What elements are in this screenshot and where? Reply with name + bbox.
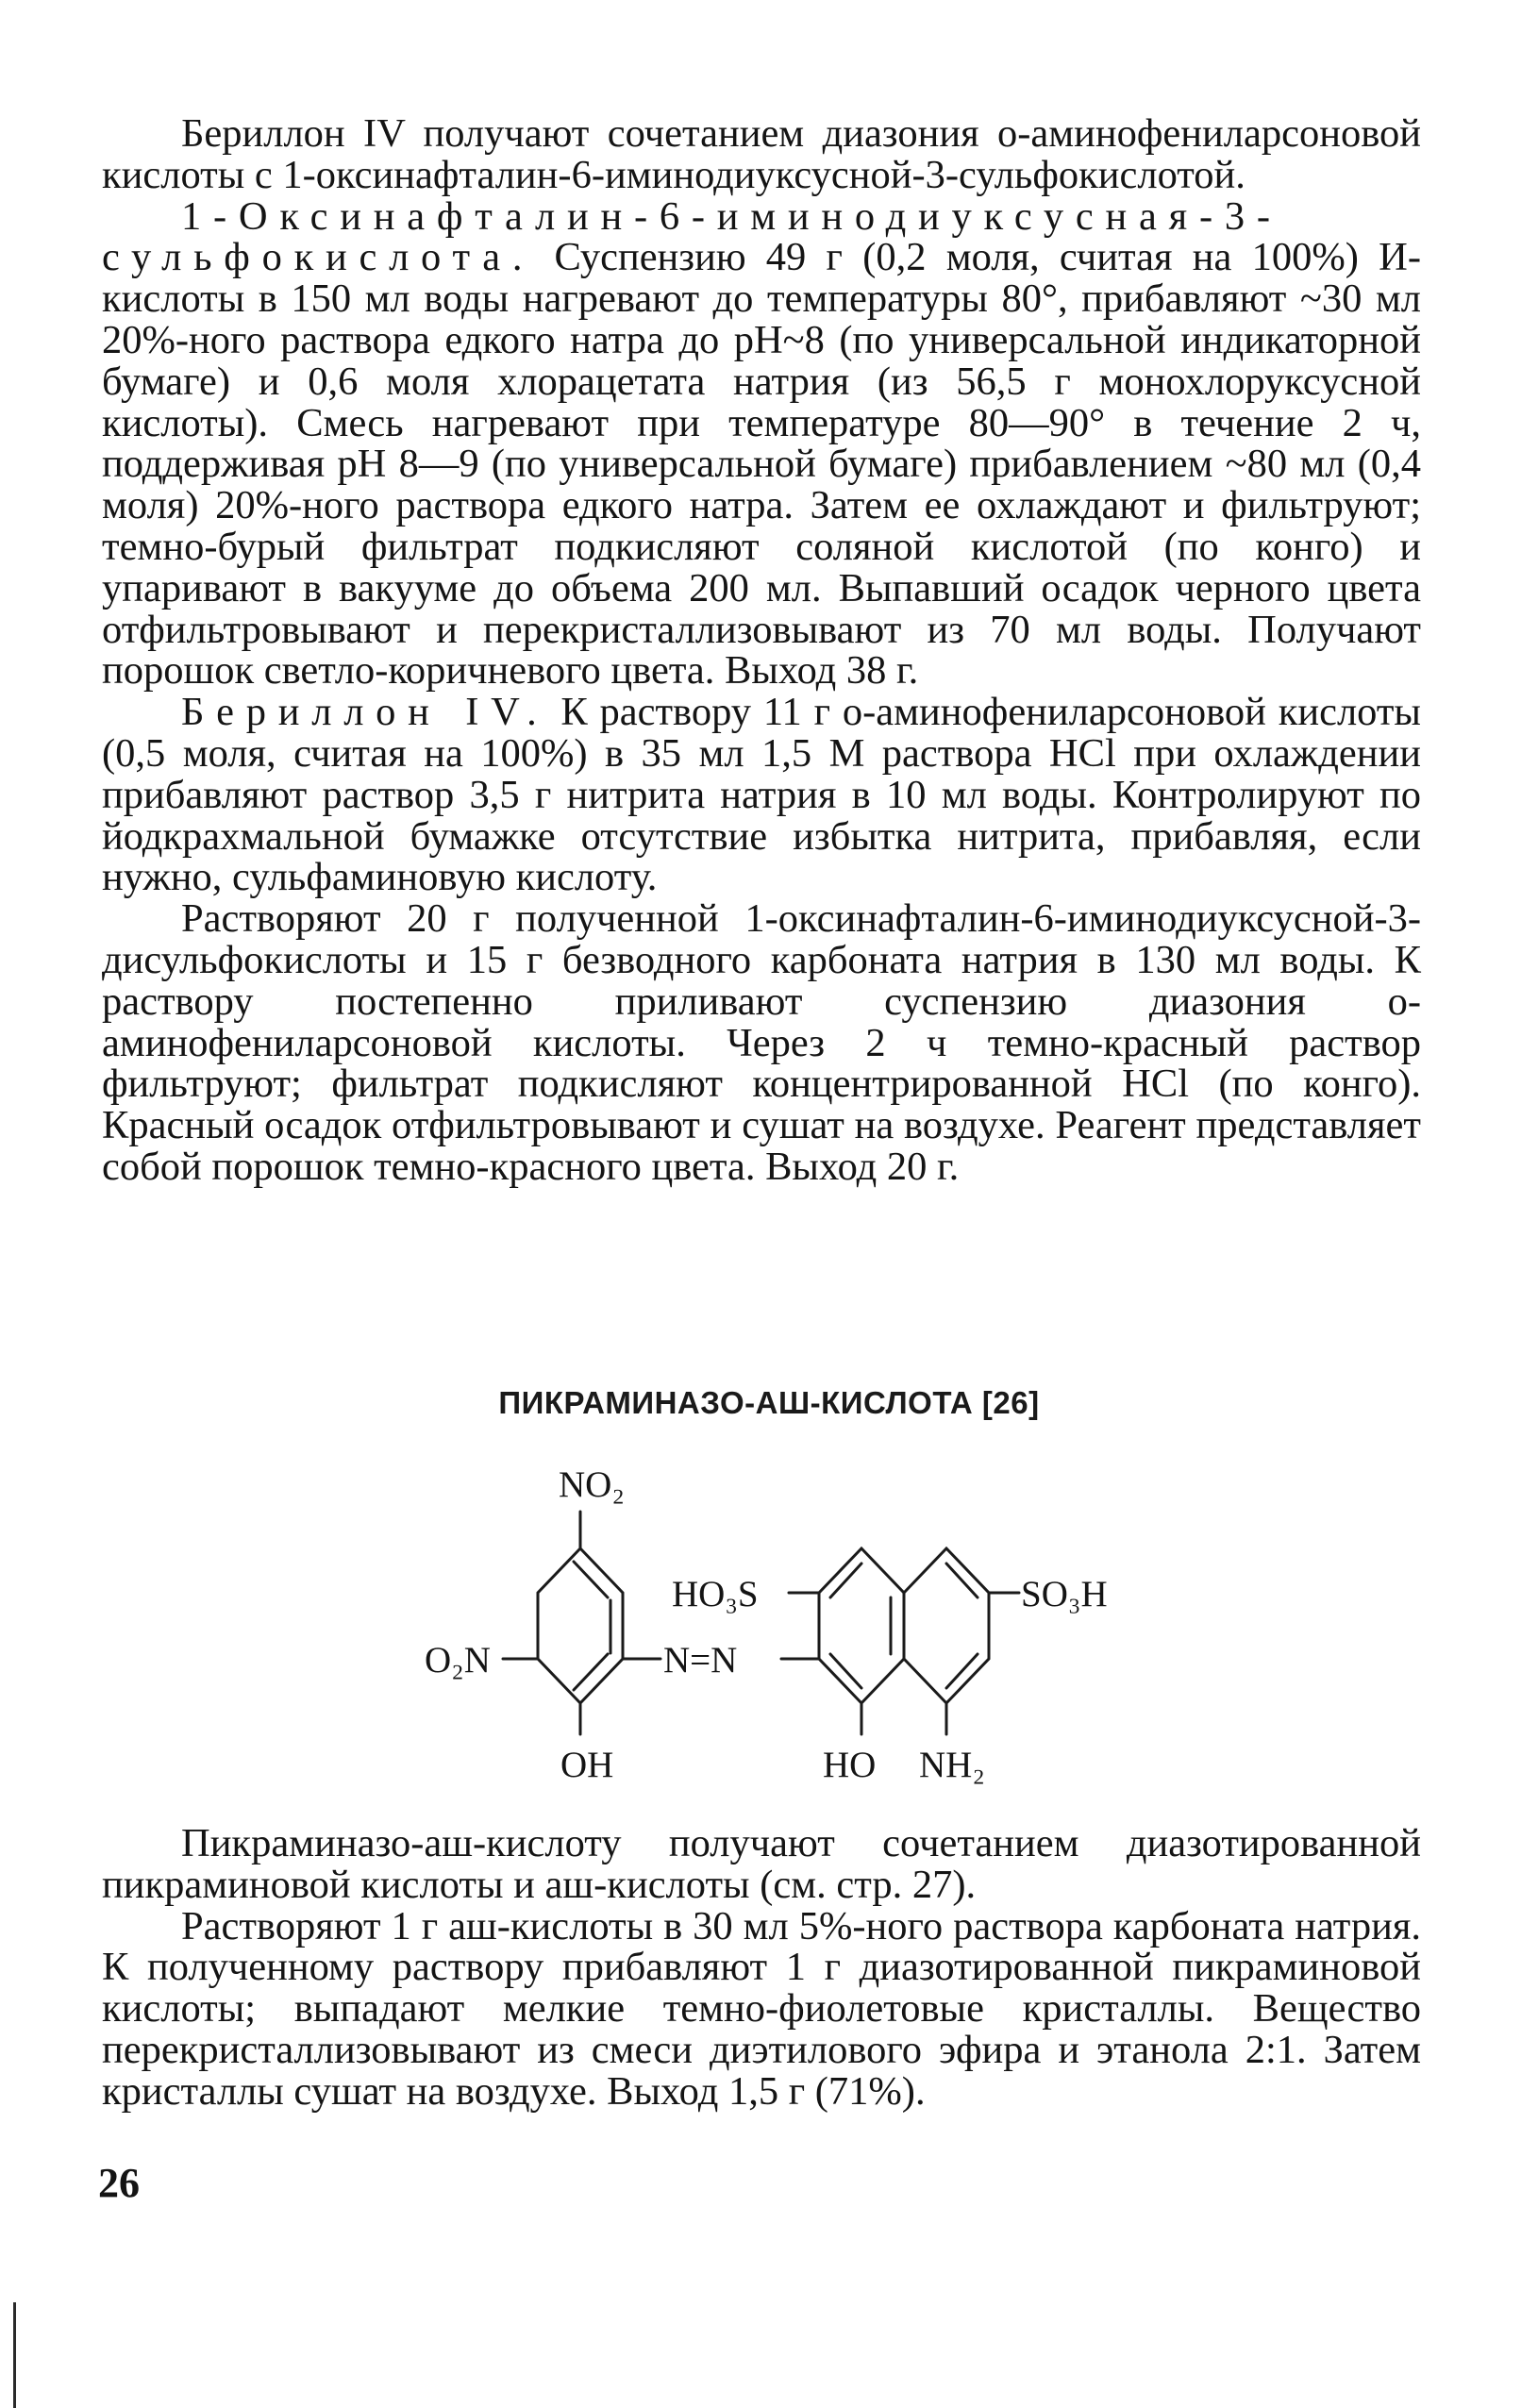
upper-text xyxy=(102,113,1421,1188)
no2-label: NO₂ xyxy=(559,1464,625,1505)
page-number: 26 xyxy=(98,2160,140,2206)
paragraph-berillon xyxy=(102,692,1421,898)
naphthalene-right-ring xyxy=(904,1548,989,1703)
azo-label: N=N xyxy=(663,1640,738,1681)
lower-text xyxy=(102,1823,1421,2113)
paragraph-procedure: Растворяют 1 г аш-кислоты в 30 мл 5%-ного раствора карбоната натрия. К полученному раствору прибавляют 1 г диазотированной пикраминовой кислоты; выпадают мелкие темно-фиолетовые кристаллы. Вещество перекристаллизовывают из смеси диэтилового эфира и этанола 2:1. Затем кристаллы сушат на воздухе. Выход 1,5 г (71%). xyxy=(102,1903,1421,2114)
paragraph-intro: Бериллон IV получают сочетанием диазония о-аминофениларсоновой кислоты с 1-оксинафталин-6-иминодиуксусной-3-сульфокислотой. xyxy=(102,111,1421,197)
scan-edge-line xyxy=(13,2302,16,2408)
paragraph-lead: 1-Оксинафталин-6-иминодиуксусная-3-сульфокислота. xyxy=(102,193,1282,280)
nh2-label: NH₂ xyxy=(919,1745,985,1785)
paragraph-body: К раствору 11 г о-аминофениларсоновой кислоты (0,5 моля, считая на 100%) в 35 мл 1,5 М раствора HCl при охлаждении прибавляют раствор 3,5 г нитрита натрия в 10 мл воды. Контролируют по йодкрахмальной бумажке отсутствие избытка нитрита, прибавляя, если нужно, сульфаминовую кислоту. xyxy=(102,690,1421,900)
paragraph-synthesis-acid xyxy=(102,193,1421,694)
so3h-label: SO₃H xyxy=(1021,1574,1108,1614)
oh-label: OH xyxy=(560,1745,614,1785)
paragraph-picraminazo: Пикраминазо-аш-кислоту получают сочетанием диазотированной пикраминовой кислоты и аш-кислоты (см. стр. 27). xyxy=(102,1821,1421,1907)
chemical-structure xyxy=(0,1434,1538,1812)
o2n-label: O₂N xyxy=(425,1640,491,1681)
section-title: ПИКРАМИНАЗО-АШ-КИСЛОТА [26] xyxy=(498,1385,1040,1420)
paragraph-coupling: Растворяют 20 г полученной 1-оксинафталин-6-иминодиуксусной-3-дисульфокислоты и 15 г безводного карбоната натрия в 130 мл воды. К раствору постепенно приливают суспензию диазония о-аминофениларсоновой кислоты. Через 2 ч темно-красный раствор фильтруют; фильтрат подкисляют концентрированной HCl (по конго). Красный осадок отфильтровывают и сушат на воздухе. Реагент представляет собой порошок темно-красного цвета. Выход 20 г. xyxy=(102,896,1421,1189)
paragraph-lead: Бериллон IV. xyxy=(181,690,549,735)
ho-label: HO xyxy=(823,1745,877,1785)
paragraph-body: Суспензию 49 г (0,2 моля, считая на 100%) И-кислоты в 150 мл воды нагревают до температуры 80°, прибавляют ~30 мл 20%-ного раствора едкого натра до pH~8 (по универсальной индикаторной бумаге) и 0,6 моля хлорацетата натрия (из 56,5 г монохлоруксусной кислоты). Смесь нагревают при температуре 80—90° в течение 2 ч, поддерживая pH 8—9 (по универсальной бумаге) прибавлением ~80 мл (0,4 моля) 20%-ного раствора едкого натра. Затем ее охлаждают и фильтруют; темно-бурый фильтрат подкисляют соляной кислотой (по конго) и упаривают в вакууме до объема 200 мл. Выпавший осадок черного цвета отфильтровывают и перекристаллизовывают из 70 мл воды. Получают порошок светло-коричневого цвета. Выход 38 г. xyxy=(102,235,1421,694)
ho3s-label: HO₃S xyxy=(672,1574,759,1614)
